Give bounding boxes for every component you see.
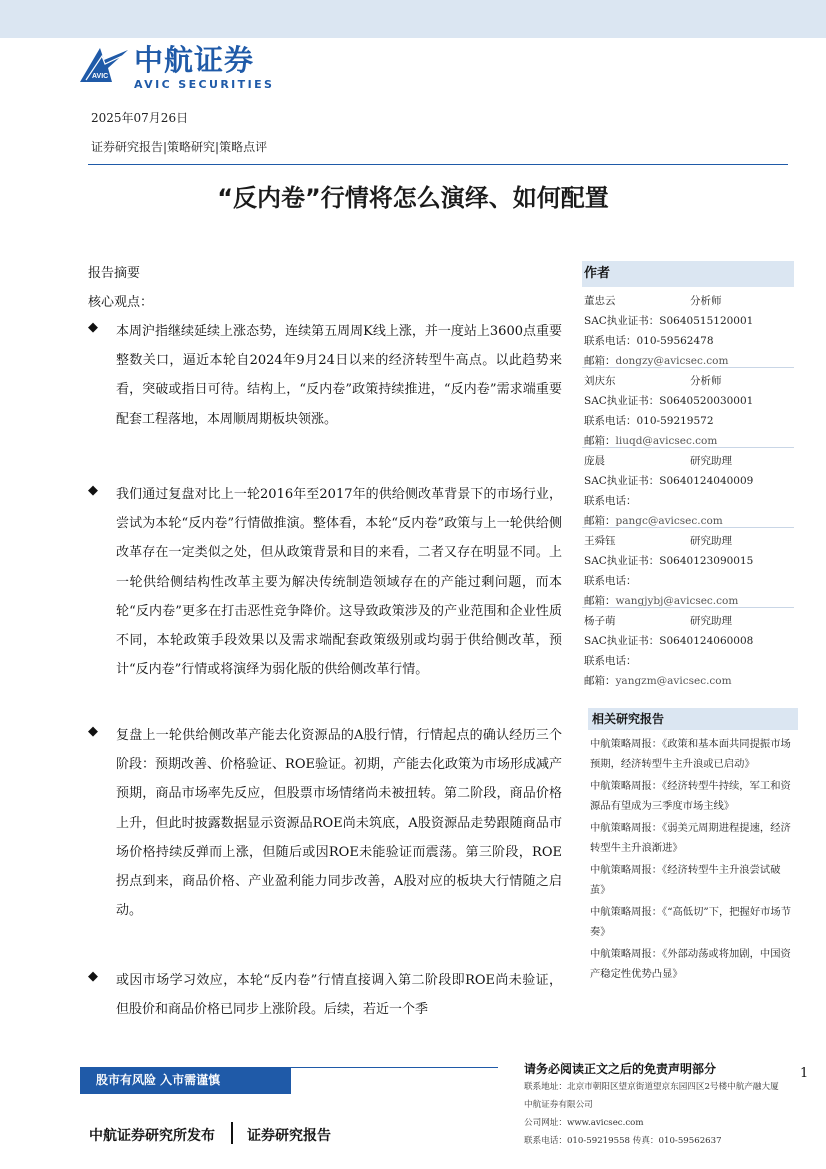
author-phone: 联系电话：010-59562478	[584, 335, 714, 347]
author-sac: SAC执业证书：S0640515120001	[584, 315, 754, 327]
authors-heading: 作者	[582, 261, 794, 287]
author-divider	[582, 527, 794, 528]
author-phone: 联系电话：	[584, 575, 637, 587]
author-email[interactable]: pangc@avicsec.com	[615, 515, 723, 527]
risk-banner: 股市有风险 入市需谨慎	[80, 1067, 291, 1094]
company-website[interactable]: 公司网址：www.avicsec.com	[524, 1118, 644, 1128]
author-email[interactable]: wangjybj@avicsec.com	[615, 595, 739, 607]
related-report-item[interactable]: 中航策略周报：《“高低切”下，把握好市场节奏》	[590, 906, 792, 938]
top-band	[0, 0, 826, 38]
author-name: 庞晨	[584, 455, 605, 467]
author-divider	[582, 367, 794, 368]
related-report-item[interactable]: 中航策略周报：《经济转型牛主升浪尝试破茧》	[590, 864, 781, 896]
publisher-separator	[231, 1122, 233, 1144]
bullet-text: 我们通过复盘对比上一轮2016年至2017年的供给侧改革背景下的市场行业，尝试为本轮“反内卷”行情做推演。整体看，本轮“反内卷”政策与上一轮供给侧改革存在一定类似之处，但从政策背景和目的来看，二者又存在明显不同。上一轮供给侧结构性改革主要为解决传统制造领域存在的产能过剩问题，而本轮“反内卷”更多在打击恶性竞争降价。这导致政策涉及的产业范围和企业性质不同，本轮政策手段效果以及需求端配套政策级别或均弱于供给侧改革，预计“反内卷”行情或将演绎为弱化版的供给侧改革行情。	[116, 487, 562, 678]
publisher-name: 中航证券研究所发布	[89, 1128, 215, 1144]
email-label: 邮箱：	[584, 355, 616, 367]
author-card	[582, 527, 794, 607]
author-sac: SAC执业证书：S0640123090015	[584, 555, 754, 567]
author-email[interactable]: liuqd@avicsec.com	[615, 435, 718, 447]
author-card	[582, 367, 794, 447]
author-email-row	[584, 673, 732, 688]
bullet-text: 或因市场学习效应，本轮“反内卷”行情直接调入第二阶段即ROE尚未验证，但股价和商品价格已同步上涨阶段。后续，若近一个季	[116, 973, 562, 1018]
header-divider	[88, 164, 788, 165]
author-card	[582, 607, 794, 687]
diamond-bullet-icon: ◆	[88, 969, 98, 984]
author-sac: SAC执业证书：S0640124040009	[584, 475, 754, 487]
diamond-bullet-icon: ◆	[88, 724, 98, 739]
email-label: 邮箱：	[584, 435, 616, 447]
company-phone: 联系电话：010-59219558 传真：010-59562637	[524, 1136, 722, 1146]
author-sac: SAC执业证书：S0640124060008	[584, 635, 754, 647]
author-name: 王舜钰	[584, 535, 616, 547]
disclaimer-heading: 请务必阅读正文之后的免责声明部分	[524, 1062, 717, 1076]
report-category: 证券研究报告|策略研究|策略点评	[91, 140, 268, 154]
author-card	[582, 447, 794, 527]
author-panel	[582, 261, 794, 687]
author-divider	[582, 447, 794, 448]
related-report-item[interactable]: 中航策略周报：《外部动荡或将加剧，中国资产稳定性优势凸显》	[590, 948, 791, 980]
author-role: 分析师	[690, 375, 722, 387]
related-report-item[interactable]: 中航策略周报：《经济转型牛持续，军工和资源品有望成为三季度市场主线》	[590, 780, 791, 812]
summary-label: 报告摘要	[88, 266, 141, 281]
author-email-row	[584, 353, 728, 368]
author-email-row	[584, 513, 723, 528]
author-email-row	[584, 433, 717, 448]
author-role: 研究助理	[690, 455, 732, 467]
author-email[interactable]: dongzy@avicsec.com	[615, 355, 729, 367]
author-role: 研究助理	[690, 535, 732, 547]
author-divider	[582, 607, 794, 608]
email-label: 邮箱：	[584, 595, 616, 607]
related-reports-heading: 相关研究报告	[588, 708, 798, 730]
author-role: 分析师	[690, 295, 722, 307]
logo-wordmark-cn: 中航证券	[134, 43, 255, 77]
author-name: 杨子萌	[584, 615, 616, 627]
avic-logo-icon	[78, 42, 130, 86]
author-name: 刘庆东	[584, 375, 616, 387]
author-phone: 联系电话：	[584, 655, 637, 667]
email-label: 邮箱：	[584, 515, 616, 527]
company-name: 中航证券有限公司	[524, 1100, 593, 1110]
diamond-bullet-icon: ◆	[88, 320, 98, 335]
author-email-row	[584, 593, 738, 608]
page-number: 1	[800, 1066, 809, 1081]
core-label: 核心观点：	[88, 295, 154, 310]
author-phone: 联系电话：	[584, 495, 637, 507]
author-sac: SAC执业证书：S0640520030001	[584, 395, 754, 407]
author-role: 研究助理	[690, 615, 732, 627]
author-card	[582, 287, 794, 367]
logo-wordmark-en: AVIC SECURITIES	[134, 78, 275, 91]
report-date: 2025年07月26日	[91, 111, 189, 125]
company-address: 联系地址：北京市朝阳区望京街道望京东园四区2号楼中航产融大厦	[524, 1082, 779, 1092]
email-label: 邮箱：	[584, 675, 616, 687]
author-phone: 联系电话：010-59219572	[584, 415, 714, 427]
publication-type: 证券研究报告	[247, 1128, 331, 1144]
author-name: 董忠云	[584, 295, 616, 307]
diamond-bullet-icon: ◆	[88, 483, 98, 498]
svg-text:AVIC: AVIC	[92, 73, 109, 80]
related-report-item[interactable]: 中航策略周报：《弱美元周期进程提速，经济转型牛主升浪渐进》	[590, 822, 791, 854]
author-email[interactable]: yangzm@avicsec.com	[615, 675, 732, 687]
related-report-item[interactable]: 中航策略周报：《政策和基本面共同提振市场预期，经济转型牛主升浪或已启动》	[590, 738, 791, 770]
page-title: “反内卷”行情将怎么演绎、如何配置	[217, 184, 609, 212]
bullet-text: 本周沪指继续延续上涨态势，连续第五周周K线上涨，并一度站上3600点重要整数关口，逼近本轮自2024年9月24日以来的经济转型牛高点。以此趋势来看，突破或指日可待。结构上，“反内卷”政策持续推进，“反内卷”需求端重要配套工程落地，本周顺周期板块领涨。	[116, 324, 562, 427]
bullet-text: 复盘上一轮供给侧改革产能去化资源品的A股行情，行情起点的确认经历三个阶段：预期改善、价格验证、ROE验证。初期，产能去化政策为市场形成减产预期，商品市场率先反应，但股票市场情绪尚未被扭转。第二阶段，商品价格上升，但此时披露数据显示资源品ROE尚未筑底，A股资源品走势跟随商品市场价格持续反弹而上涨，但随后或因ROE未能验证而震荡。第三阶段，ROE拐点到来，商品价格、产业盈利能力同步改善，A股对应的板块大行情随之启动。	[116, 728, 562, 919]
